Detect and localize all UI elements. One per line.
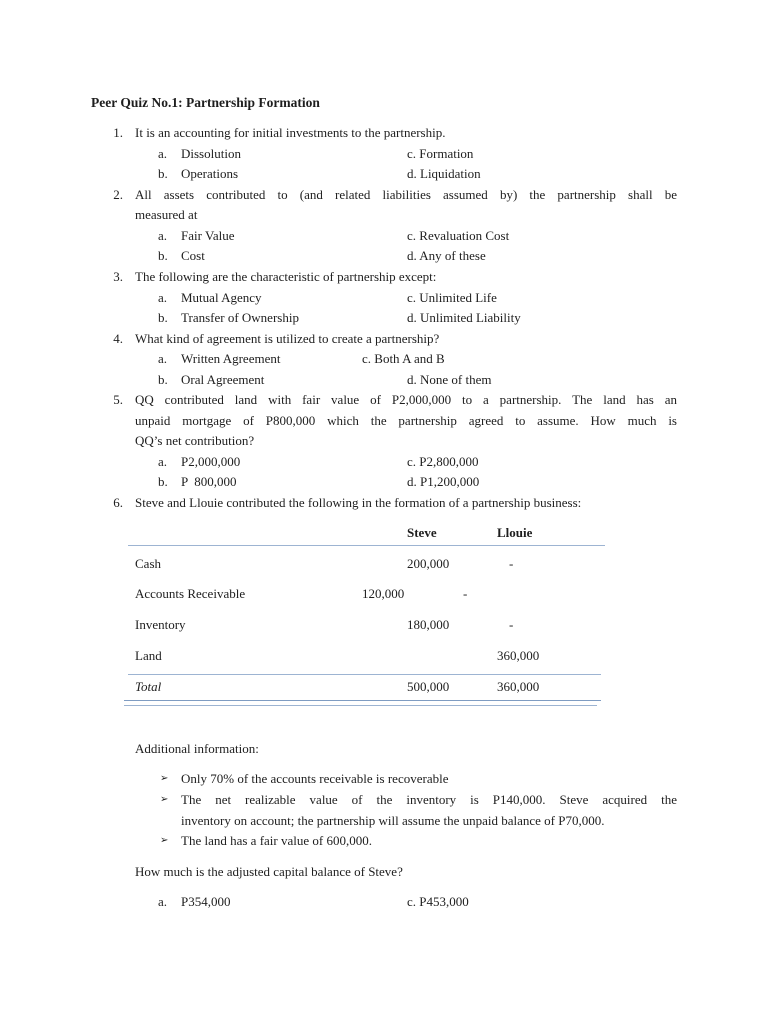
choice-text: Transfer of Ownership	[181, 310, 299, 325]
choice-letter: a.	[158, 228, 168, 243]
choice-text: P2,000,000	[181, 454, 241, 469]
choice-letter: b.	[158, 474, 168, 489]
question-text: QQ’s net contribution?	[135, 433, 255, 448]
choice-text: Written Agreement	[181, 351, 281, 366]
bullet-text: The land has a fair value of 600,000.	[181, 833, 372, 848]
additional-heading: Additional information:	[135, 741, 259, 756]
question-text: All assets contributed to (and related liabilities assumed by) the partnership shall be	[135, 187, 677, 202]
table-total-rule	[128, 674, 601, 675]
choice-text: Fair Value	[181, 228, 235, 243]
question-text: It is an accounting for initial investments to the partnership.	[135, 125, 446, 140]
table-header-llouie: Llouie	[497, 525, 533, 540]
question-text: measured at	[135, 207, 198, 222]
table-cell-steve: 200,000	[407, 556, 450, 571]
table-row-label-total: Total	[135, 679, 162, 694]
question-number: 5.	[113, 392, 123, 407]
choice-text: c. P453,000	[407, 894, 469, 909]
choice-letter: b.	[158, 166, 168, 181]
question-text: The following are the characteristic of partnership except:	[135, 269, 437, 284]
question-text: Steve and Llouie contributed the following in the formation of a partnership business:	[135, 495, 582, 510]
table-row-label: Accounts Receivable	[135, 586, 246, 601]
bullet-text: inventory on account; the partnership will assume the unpaid balance of P70,000.	[181, 813, 605, 828]
choice-text: P354,000	[181, 894, 231, 909]
table-cell-llouie: -	[509, 617, 514, 632]
choice-text: c. Unlimited Life	[407, 290, 497, 305]
choice-letter: b.	[158, 248, 168, 263]
table-header-rule	[128, 545, 605, 546]
table-bottom-rule-2	[124, 705, 597, 706]
bullet-text: Only 70% of the accounts receivable is recoverable	[181, 771, 449, 786]
choice-text: d. Any of these	[407, 248, 486, 263]
question-number: 3.	[113, 269, 123, 284]
choice-letter: a.	[158, 146, 168, 161]
bullet-text: The net realizable value of the inventory is P140,000. Steve acquired the	[181, 792, 677, 807]
final-question: How much is the adjusted capital balance of Steve?	[135, 864, 403, 879]
table-cell-llouie: -	[463, 586, 468, 601]
choice-text: d. Unlimited Liability	[407, 310, 521, 325]
arrow-bullet-icon: ➢	[160, 835, 169, 846]
choice-text: d. P1,200,000	[407, 474, 480, 489]
choice-letter: a.	[158, 894, 168, 909]
page-title: Peer Quiz No.1: Partnership Formation	[91, 95, 320, 110]
question-text: unpaid mortgage of P800,000 which the partnership agreed to assume. How much is	[135, 413, 677, 428]
choice-text: Operations	[181, 166, 239, 181]
choice-text: Cost	[181, 248, 205, 263]
choice-text: P 800,000	[181, 474, 237, 489]
question-number: 6.	[113, 495, 123, 510]
table-row-label: Land	[135, 648, 162, 663]
choice-text: c. Formation	[407, 146, 474, 161]
choice-text: d. Liquidation	[407, 166, 481, 181]
table-cell-steve: 500,000	[407, 679, 450, 694]
choice-text: c. Revaluation Cost	[407, 228, 510, 243]
table-row-label: Inventory	[135, 617, 186, 632]
arrow-bullet-icon: ➢	[160, 773, 169, 784]
table-cell-llouie: -	[509, 556, 514, 571]
choice-text: Dissolution	[181, 146, 241, 161]
table-header-steve: Steve	[407, 525, 437, 540]
choice-text: Mutual Agency	[181, 290, 262, 305]
question-number: 2.	[113, 187, 123, 202]
choice-letter: b.	[158, 310, 168, 325]
choice-text: Oral Agreement	[181, 372, 265, 387]
choice-letter: a.	[158, 454, 168, 469]
table-cell-llouie: 360,000	[497, 648, 540, 663]
table-cell-steve: 120,000	[362, 586, 405, 601]
table-row-label: Cash	[135, 556, 161, 571]
question-text: What kind of agreement is utilized to create a partnership?	[135, 331, 440, 346]
choice-letter: a.	[158, 351, 168, 366]
question-number: 1.	[113, 125, 123, 140]
table-bottom-rule	[124, 700, 601, 701]
choice-letter: b.	[158, 372, 168, 387]
question-number: 4.	[113, 331, 123, 346]
question-text: QQ contributed land with fair value of P2,000,000 to a partnership. The land has an	[135, 392, 677, 407]
choice-letter: a.	[158, 290, 168, 305]
arrow-bullet-icon: ➢	[160, 794, 169, 805]
table-cell-steve: 180,000	[407, 617, 450, 632]
choice-text: d. None of them	[407, 372, 492, 387]
choice-text: c. P2,800,000	[407, 454, 479, 469]
choice-text: c. Both A and B	[362, 351, 445, 366]
table-cell-llouie: 360,000	[497, 679, 540, 694]
